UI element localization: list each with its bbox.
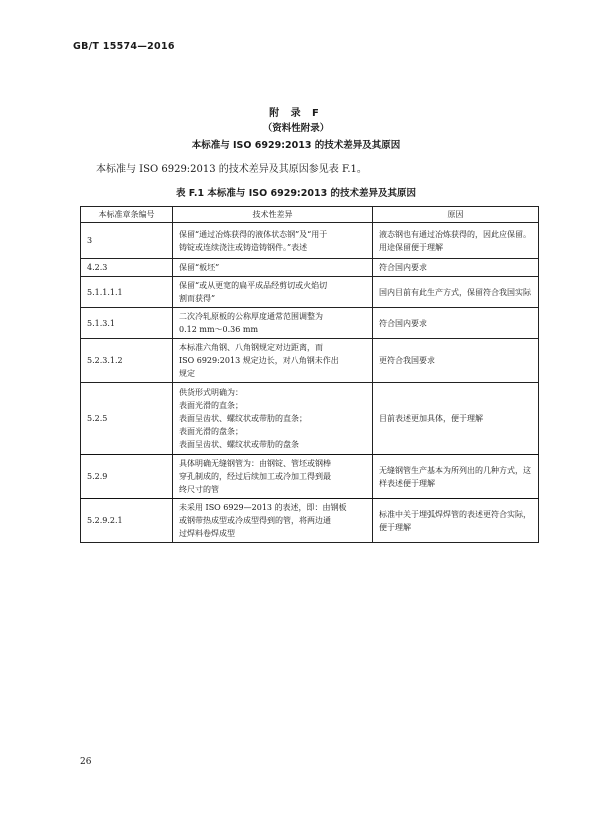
reason-line: 标准中关于埋弧焊焊管的表述更符合实际， [379,509,531,519]
clause-number-cell: 3 [81,223,173,259]
reason-line: 国内目前有此生产方式，保留符合我国实际 [379,287,531,297]
difference-line: 本标准六角钢、八角钢规定对边距离，而 [179,343,323,352]
reason-cell [373,455,539,499]
difference-line: 终尺寸的管 [179,485,219,494]
reason-line: 样表述便于理解 [379,478,435,488]
difference-line: 割而获得” [179,294,216,303]
technical-difference-cell [173,259,373,277]
reason-line: 便于理解 [379,522,411,532]
column-header-clause: 本标准章条编号 [81,207,173,223]
table-row [81,277,539,308]
reason-line: 液态钢也有通过冶炼获得的，因此应保留。 [379,229,531,239]
technical-difference-cell [173,383,373,455]
reason-line: 目前表述更加具体，便于理解 [379,414,483,423]
technical-difference-cell [173,339,373,383]
reason-line: 符合国内要求 [379,318,427,328]
annex-title: 本标准与 ISO 6929:2013 的技术差异及其原因 [191,140,401,151]
difference-line: 过焊料卷焊成型 [179,529,235,538]
table-row [81,499,539,543]
column-header-reason: 原因 [373,207,539,223]
technical-difference-cell [173,455,373,499]
technical-difference-cell [173,308,373,339]
technical-difference-cell [173,277,373,308]
clause-number-cell: 4.2.3 [81,259,173,277]
reason-cell [373,277,539,308]
reason-line: 符合国内要求 [379,263,427,272]
reason-cell [373,259,539,277]
difference-line: 规定 [179,369,195,378]
table-row [81,223,539,259]
difference-line: 供货形式明确为： [179,388,243,397]
difference-line: 具体明确无缝钢管为：由钢锭、管坯或钢棒 [179,459,331,468]
table-row [81,339,539,383]
table-row [81,308,539,339]
technical-difference-cell [173,223,373,259]
table-row [81,383,539,455]
reason-line: 无缝钢管生产基本为所列出的几种方式，这 [379,465,531,475]
difference-line: 或钢带热成型或冷成型得到的管，将两边通 [179,516,331,525]
clause-number-cell: 5.2.9.2.1 [81,499,173,543]
difference-line: 保留“板坯” [179,263,220,272]
reason-line: 用途保留便于理解 [379,242,443,252]
difference-line: 表面呈齿状、螺纹状或带肋的直条； [179,414,307,423]
page-number: 26 [80,757,92,767]
reason-line: 更符合我国要求 [379,356,435,365]
differences-table [80,206,539,543]
difference-line: 二次冷轧原板的公称厚度通常范围调整为 [179,312,323,321]
clause-number-cell: 5.1.3.1 [81,308,173,339]
clause-number-cell: 5.2.3.1.2 [81,339,173,383]
reason-cell [373,499,539,543]
reason-cell [373,223,539,259]
difference-line: 表面光滑的直条； [179,401,243,410]
reason-cell [373,383,539,455]
clause-number-cell: 5.2.9 [81,455,173,499]
reason-cell [373,339,539,383]
annex-nature: （资料性附录） [262,123,330,134]
reason-cell [373,308,539,339]
table-header-row [81,207,539,223]
technical-difference-cell [173,499,373,543]
difference-line: 保留“通过冶炼获得的液体状态钢”及“用于 [179,229,328,239]
clause-number-cell: 5.2.5 [81,383,173,455]
difference-line: 穿孔制成的，经过后续加工或冷加工得到最 [179,472,331,481]
table-row [81,259,539,277]
difference-line: 表面呈齿状、螺纹状或带肋的盘条 [179,440,299,449]
column-header-difference: 技术性差异 [173,207,373,223]
difference-line: 保留“或从更宽的扁平成品经剪切或火焰切 [179,281,328,290]
difference-line: 0.12 mm～0.36 mm [179,325,259,334]
difference-line: ISO 6929:2013 规定边长，对八角钢未作出 [179,356,339,365]
clause-number-cell: 5.1.1.1.1 [81,277,173,308]
table-row [81,455,539,499]
standard-code: GB/T 15574—2016 [73,41,175,52]
difference-line: 铸锭或连续浇注或铸造铸钢件。”表述 [179,242,308,252]
annex-label: 附 录 F [269,108,323,119]
difference-line: 表面光滑的盘条； [179,427,243,436]
table-caption: 表 F.1 本标准与 ISO 6929:2013 的技术差异及其原因 [176,188,416,199]
difference-line: 未采用 ISO 6929—2013 的表述，即：由钢板 [179,503,347,512]
intro-paragraph: 本标准与 ISO 6929:2013 的技术差异及其原因参见表 F.1。 [96,164,367,175]
